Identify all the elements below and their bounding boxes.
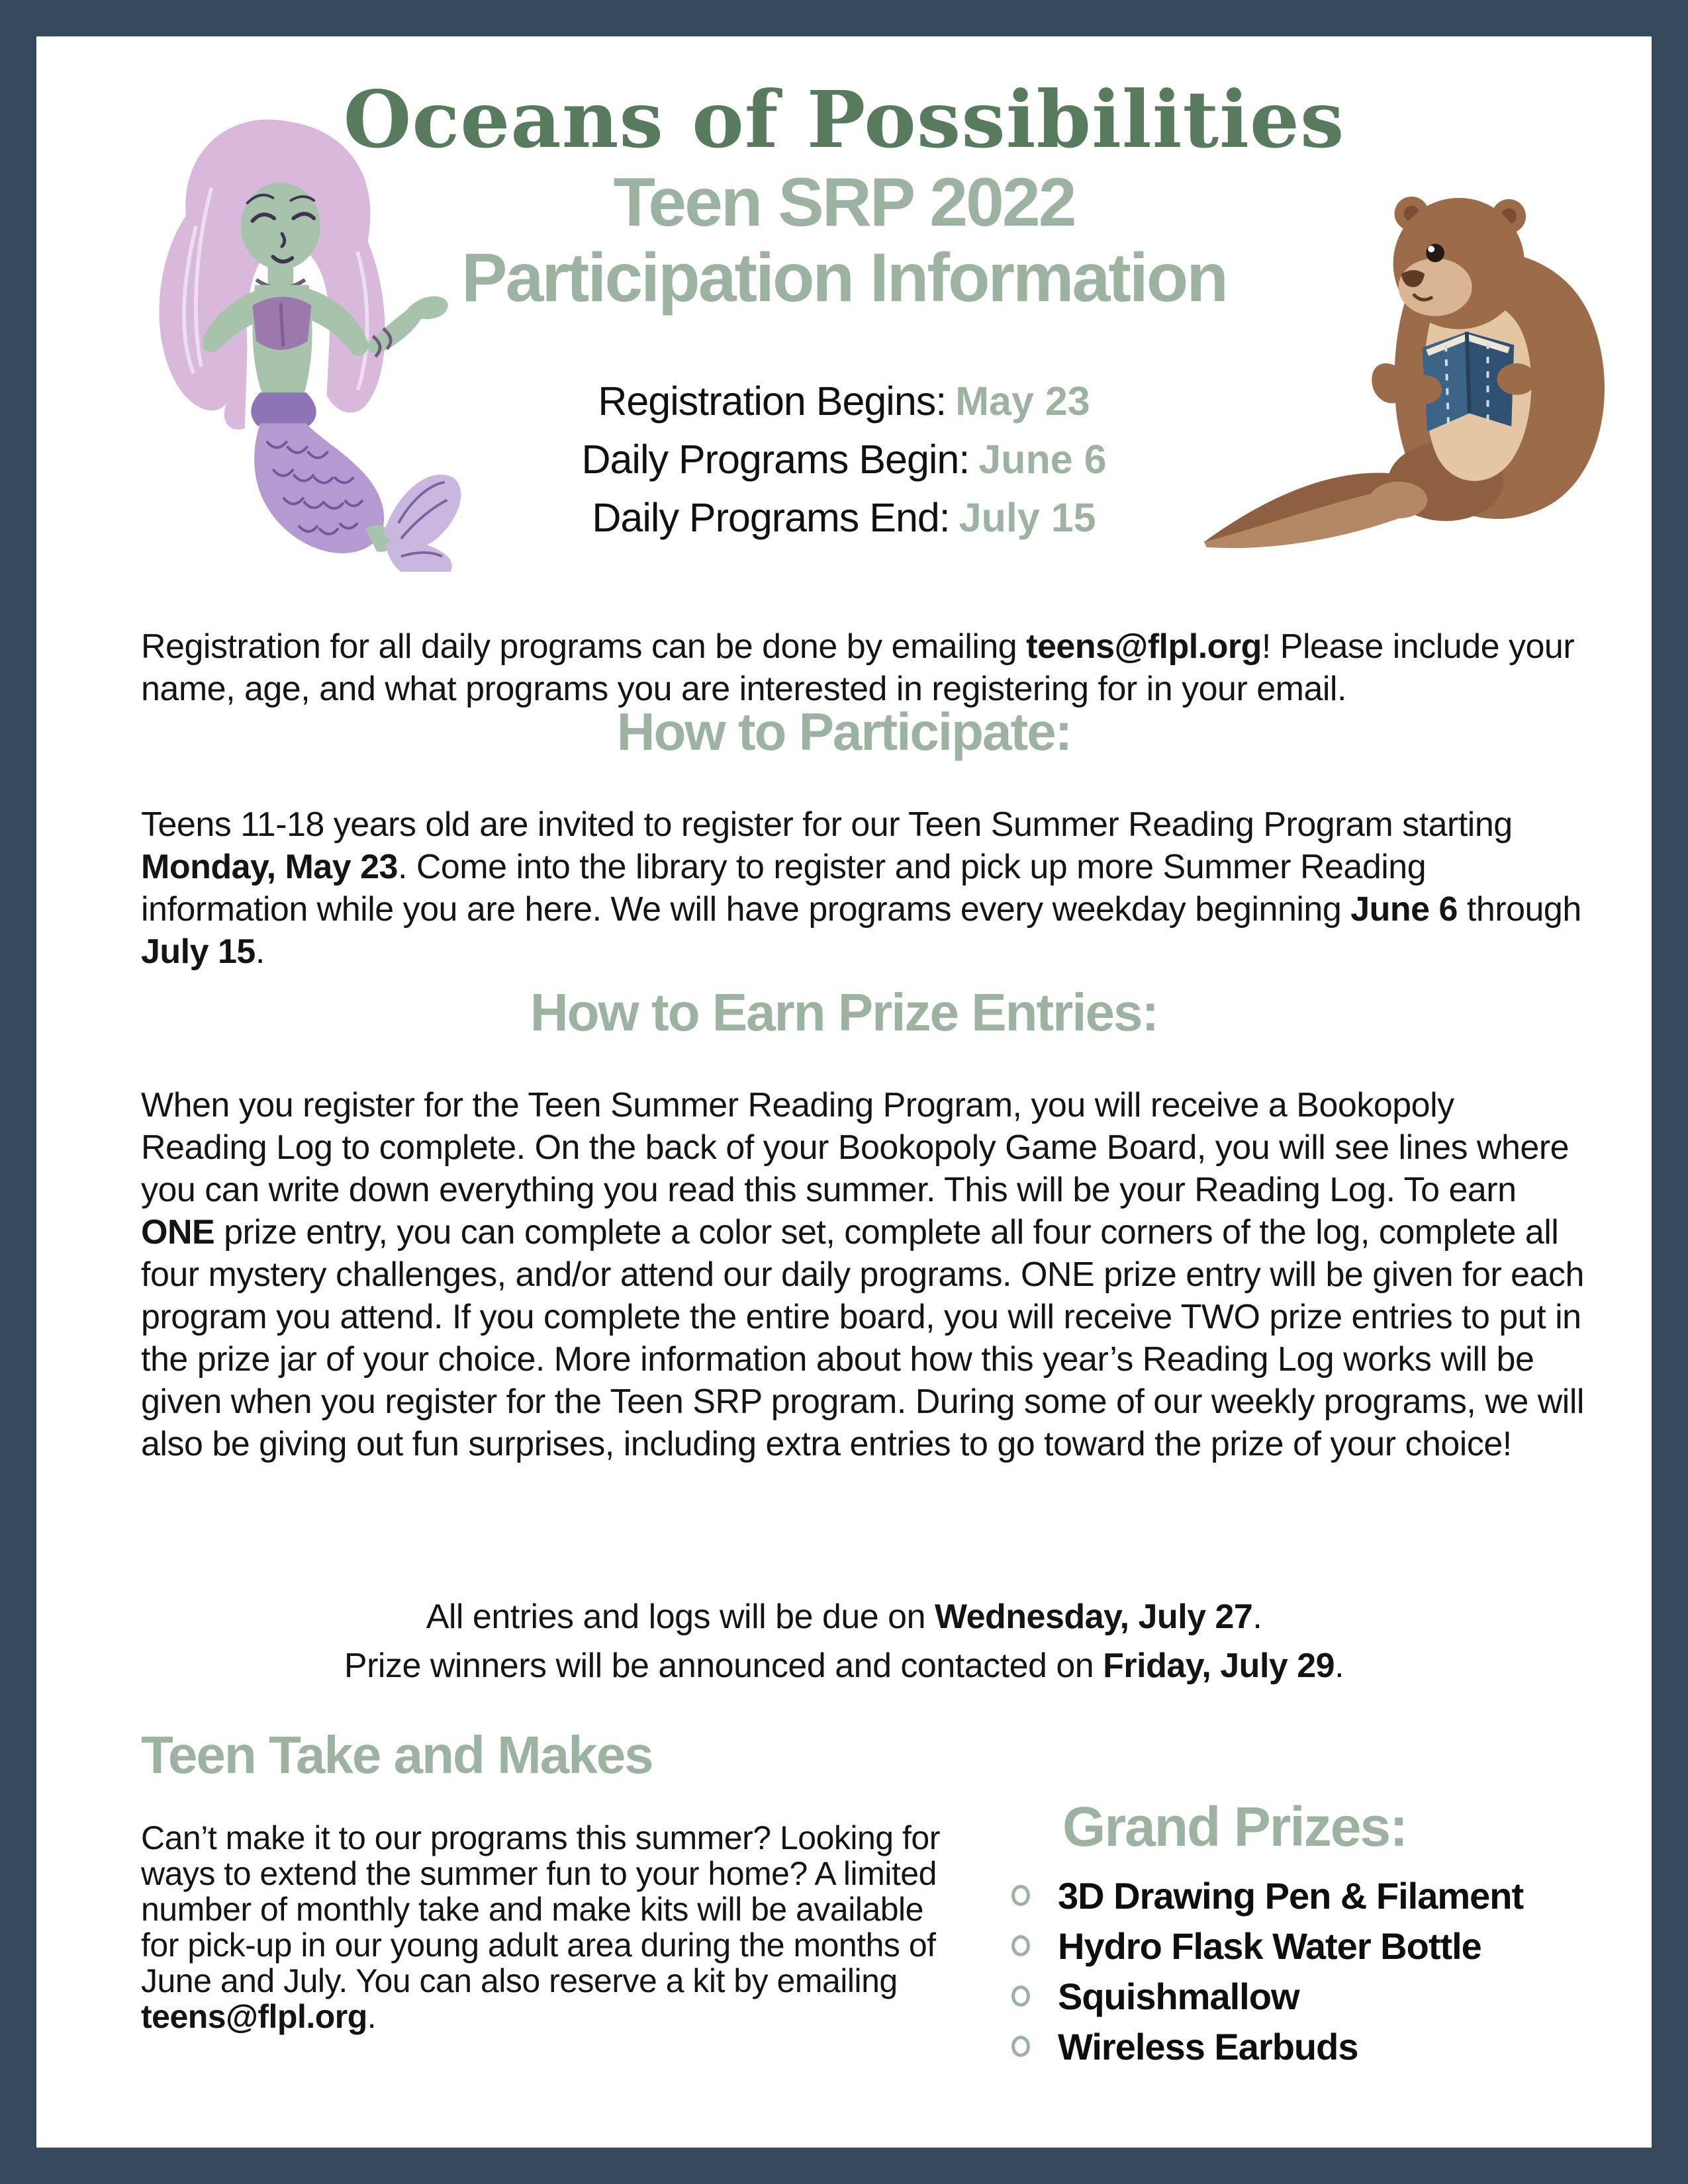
list-item <box>1011 1921 1523 1971</box>
subtitle-teen-srp: Teen SRP 2022 <box>613 164 1075 241</box>
list-item <box>1011 1870 1523 1921</box>
heading-teen-take-and-makes: Teen Take and Makes <box>141 1725 653 1784</box>
date-label: Daily Programs End: <box>592 495 950 540</box>
list-item <box>1011 1971 1523 2021</box>
prize-label: Wireless Earbuds <box>1058 2025 1358 2068</box>
heading-grand-prizes: Grand Prizes: <box>1062 1796 1407 1858</box>
heading-how-to-participate: How to Participate: <box>616 702 1072 761</box>
grand-prizes-list <box>1011 1870 1523 2071</box>
earn-paragraph: When you register for the Teen Summer Reading Program, you will receive a Bookopoly Reading Log to complete. On the back of your Bookopoly Game Board, you will see lines where you can write down everything you read this summer. This will be your Reading Log. To earn ONE prize entry, you can complete a color set, complete all four corners of the log, complete all four mystery challenges, and/or attend our daily programs. ONE prize entry will be given for each program you attend. If you complete the entire board, you will receive TWO prize entries to put in the prize jar of your choice. More information about how this year’s Reading Log works will be given when you register for the Teen SRP program. During some of our weekly programs, we will also be giving out fun surprises, including extra entries to go toward the prize of your choice! <box>141 1086 1584 1463</box>
date-value: June 6 <box>978 437 1107 482</box>
bullet-circle-icon <box>1011 1985 1030 2007</box>
entries-due-line: All entries and logs will be due on Wednesday, July 27. <box>426 1598 1262 1636</box>
date-label: Registration Begins: <box>598 379 947 424</box>
date-label: Daily Programs Begin: <box>581 437 970 482</box>
due-dates-block <box>0 1592 1688 1690</box>
prize-label: 3D Drawing Pen & Filament <box>1058 1874 1524 1917</box>
winners-announced-line: Prize winners will be announced and contacted on Friday, July 29. <box>344 1647 1344 1685</box>
take-and-makes-paragraph: Can’t make it to our programs this summer? Looking for ways to extend the summer fun to your home? A limited number of monthly take and make kits will be available for pick-up in our young adult area during the months of June and July. You can also reserve a kit by emailing teens@flpl.org. <box>141 1819 940 2035</box>
heading-how-to-earn-prize-entries: How to Earn Prize Entries: <box>530 983 1158 1042</box>
list-item <box>1011 2021 1523 2071</box>
subtitle-participation-info: Participation Information <box>461 240 1227 316</box>
intro-paragraph: Registration for all daily programs can be done by emailing teens@flpl.org! Please include your name, age, and what programs you are interested in registering for in your email. <box>141 627 1575 708</box>
date-row-programs-end <box>0 488 1688 547</box>
date-value: July 15 <box>959 495 1096 540</box>
participate-paragraph: Teens 11-18 years old are invited to register for our Teen Summer Reading Program starting Monday, May 23. Come into the library to register and pick up more Summer Reading information while you are here. We will have programs every weekday beginning June 6 through July 15. <box>141 805 1581 971</box>
bullet-circle-icon <box>1011 1935 1030 1956</box>
date-row-programs-begin <box>0 430 1688 488</box>
key-dates <box>0 372 1688 547</box>
date-value: May 23 <box>955 379 1090 424</box>
prize-label: Hydro Flask Water Bottle <box>1058 1925 1481 1967</box>
prize-label: Squishmallow <box>1058 1975 1299 2017</box>
date-row-registration <box>0 372 1688 430</box>
page-title: Oceans of Possibilities <box>343 73 1345 165</box>
bullet-circle-icon <box>1011 2036 1030 2057</box>
bullet-circle-icon <box>1011 1885 1030 1906</box>
